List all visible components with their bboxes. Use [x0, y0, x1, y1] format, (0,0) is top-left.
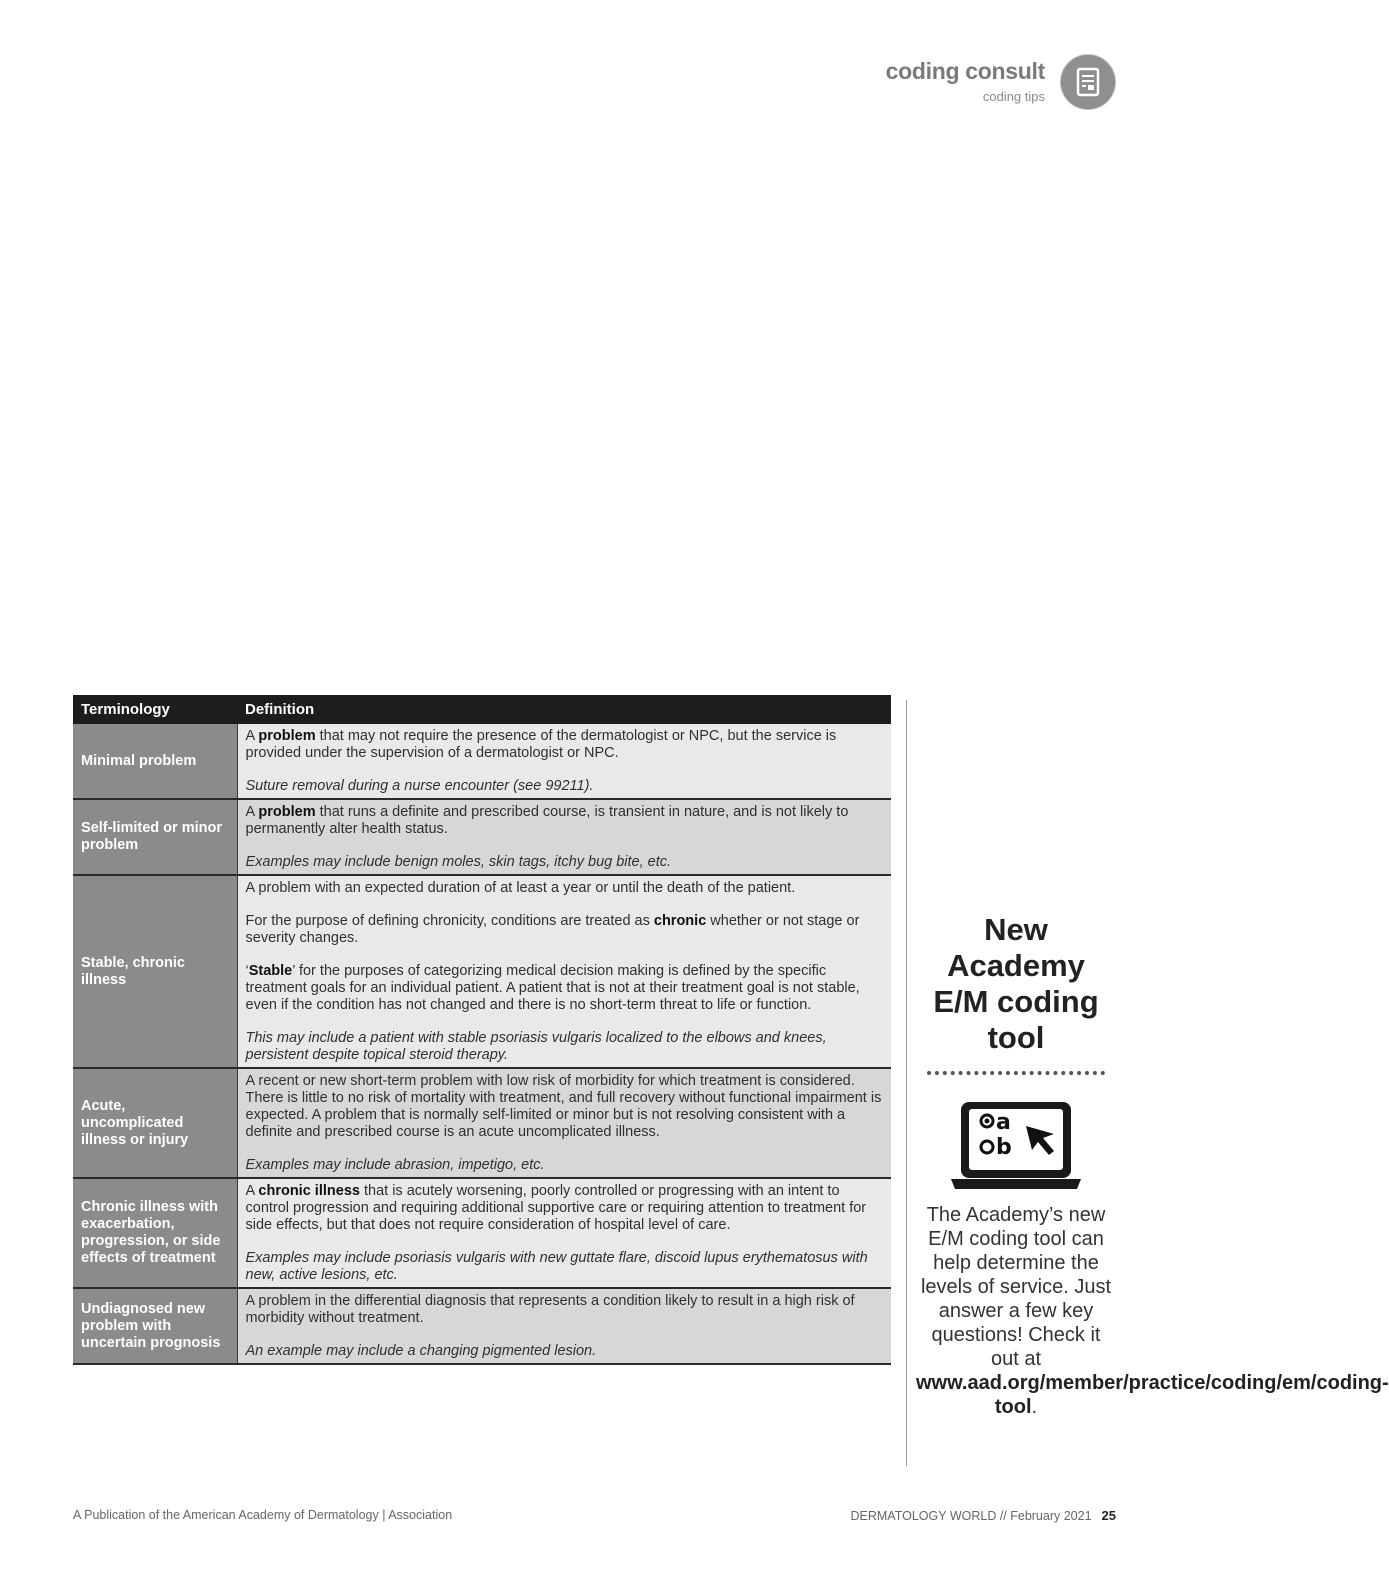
footer-issue-label: DERMATOLOGY WORLD // February 2021 — [850, 1509, 1092, 1523]
definition-text: A problem with an expected duration of at least a year or until the death of the patient. — [245, 880, 796, 896]
table-row — [73, 724, 891, 799]
column-header-definition: Definition — [237, 695, 891, 724]
definition-text: A recent or new short-term problem with low risk of morbidity for which treatment is considered. There is little to no risk of mortality with treatment, and full recovery without functional impairment is expected. A problem that is normally self-limited or minor but is not resolving consistent with a definite and prescribed course is an acute uncomplicated illness. — [245, 1073, 882, 1140]
terminology-table — [73, 695, 891, 1365]
table-header-row — [73, 695, 891, 724]
definition-text: ‘Stable’ for the purposes of categorizing medical decision making is defined by the specific treatment goals for an individual patient. A patient that is not at their treatment goal is not stable, even if the condition has not changed and there is no short-term threat to life or function. — [245, 963, 860, 1013]
definition-cell — [237, 724, 891, 799]
table-row — [73, 799, 891, 875]
page-header — [886, 58, 1045, 104]
example-text: Examples may include psoriasis vulgaris with new guttate flare, discoid lupus erythematosus with new, active lesions, etc. — [245, 1250, 868, 1283]
option-b-label: b — [996, 1135, 1012, 1160]
example-text: This may include a patient with stable psoriasis vulgaris localized to the elbows and knees, persistent despite topical steroid therapy. — [245, 1030, 827, 1063]
page-number: 25 — [1101, 1508, 1116, 1523]
term-cell: Self-limited or minor problem — [73, 799, 237, 875]
sidebar-body: The Academy’s new E/M coding tool can help determine the levels of service. Just answer a few key questions! Check it out at www.aad.org/member/practice/coding/em/coding-tool. — [916, 1204, 1389, 1418]
dotted-divider — [927, 1071, 1105, 1075]
definition-text: For the purpose of defining chronicity, conditions are treated as chronic whether or not stage or severity changes. — [245, 913, 860, 946]
definition-cell — [237, 1288, 891, 1364]
example-text: Examples may include abrasion, impetigo, etc. — [245, 1157, 545, 1173]
term-cell: Acute, uncomplicated illness or injury — [73, 1068, 237, 1178]
footer-issue — [850, 1508, 1116, 1523]
laptop-icon — [950, 1100, 1082, 1197]
table-row — [73, 1288, 891, 1364]
example-text: Examples may include benign moles, skin tags, itchy bug bite, etc. — [245, 854, 672, 870]
definition-cell — [237, 875, 891, 1068]
table-row — [73, 1178, 891, 1288]
definition-cell — [237, 799, 891, 875]
definition-cell — [237, 1178, 891, 1288]
table-body — [73, 724, 891, 1364]
table-row — [73, 875, 891, 1068]
section-title: coding consult — [885, 58, 1045, 84]
example-text: An example may include a changing pigmented lesion. — [245, 1343, 597, 1359]
definition-text: A problem that may not require the presence of the dermatologist or NPC, but the service is provided under the supervision of a dermatologist or NPC. — [245, 728, 837, 761]
option-a-label: a — [996, 1110, 1011, 1135]
term-cell: Undiagnosed new problem with uncertain prognosis — [73, 1288, 237, 1364]
document-icon — [1061, 55, 1115, 109]
column-header-terminology: Terminology — [73, 695, 237, 724]
example-text: Suture removal during a nurse encounter (see 99211). — [245, 778, 594, 794]
definition-text: A problem that runs a definite and prescribed course, is transient in nature, and is not likely to permanently alter health status. — [245, 804, 849, 837]
sidebar-title: New Academy E/M coding tool — [933, 912, 1099, 1055]
table-row — [73, 1068, 891, 1178]
definition-cell — [237, 1068, 891, 1178]
term-cell: Chronic illness with exacerbation, progression, or side effects of treatment — [73, 1178, 237, 1288]
section-subtitle: coding tips — [982, 89, 1045, 104]
column-divider — [906, 700, 907, 1466]
term-cell: Minimal problem — [73, 724, 237, 799]
term-cell: Stable, chronic illness — [73, 875, 237, 1068]
definition-text: A chronic illness that is acutely worsening, poorly controlled or progressing with an intent to control progression and requiring additional supportive care or requiring attention to treatment for side effects, but that does not require consideration of hospital level of care. — [245, 1183, 867, 1233]
definition-text: A problem in the differential diagnosis that represents a condition likely to result in a high risk of morbidity without treatment. — [245, 1293, 855, 1326]
footer-publication: A Publication of the American Academy of Dermatology | Association — [73, 1508, 453, 1522]
